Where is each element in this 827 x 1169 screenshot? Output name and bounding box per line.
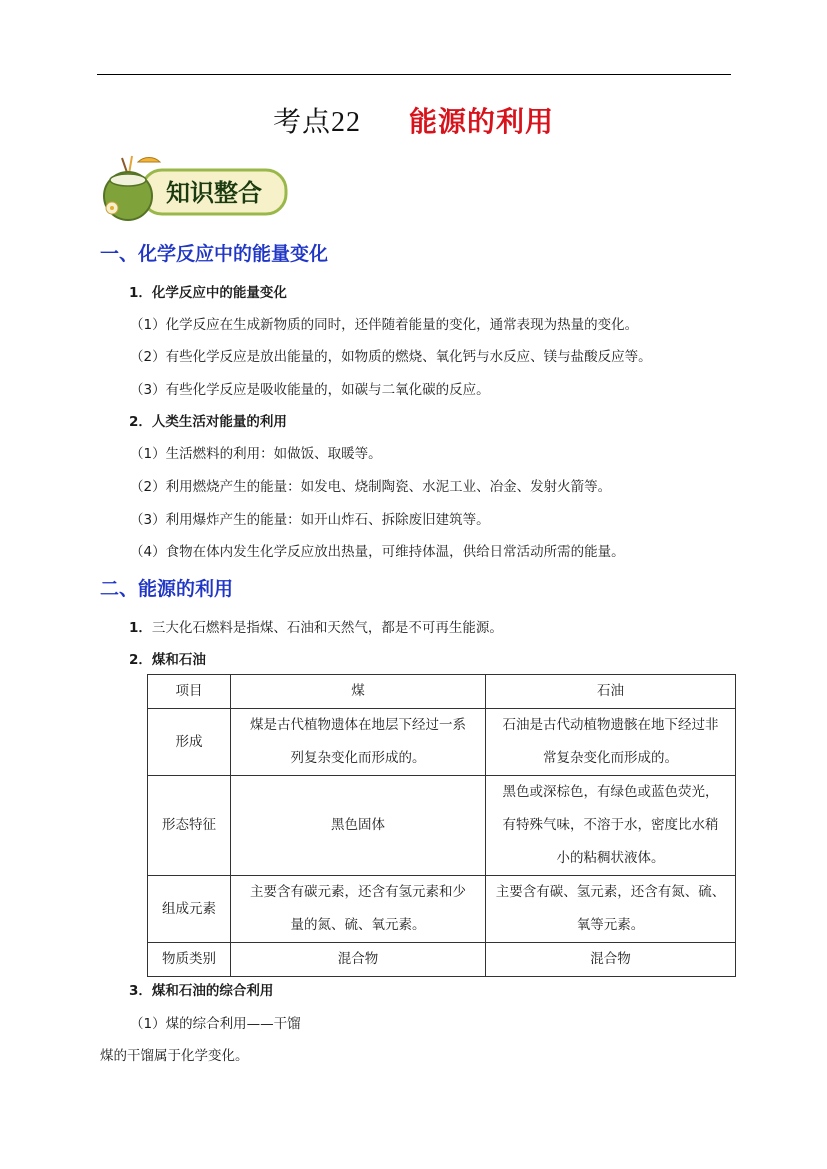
paragraph-fossil-fuels: 1．三大化石燃料是指煤、石油和天然气，都是不可再生能源。 [129,620,503,636]
title-number: 考点22 [272,107,361,138]
page-title [0,100,827,140]
table-cell: 形成 [148,709,231,776]
table-row [148,776,736,876]
table-cell: 石油是古代动植物遗骸在地下经过非 常复杂变化而形成的。 [486,709,736,776]
table-cell: 混合物 [486,943,736,977]
banner-label: 知识整合 [166,179,262,207]
table-cell: 物质类别 [148,943,231,977]
header-rule [97,74,731,75]
table-cell: 形态特征 [148,776,231,876]
table-cell: 煤是古代植物遗体在地层下经过一系 列复杂变化而形成的。 [231,709,486,776]
subheading-comprehensive-use: 3．煤和石油的综合利用 [129,983,274,999]
table-cell: 黑色或深棕色，有绿色或蓝色荧光， 有特殊气味，不溶于水，密度比水稍 小的粘稠状液体。 [486,776,736,876]
paragraph: 煤的干馏属于化学变化。 [100,1048,249,1064]
table-cell: 混合物 [231,943,486,977]
section1-heading: 一、化学反应中的能量变化 [100,243,329,265]
subheading-energy-change: 1．化学反应中的能量变化 [129,285,287,301]
paragraph: （4）食物在体内发生化学反应放出热量，可维持体温，供给日常活动所需的能量。 [130,544,625,560]
table-cell: 黑色固体 [231,776,486,876]
table-cell: 主要含有碳、氢元素，还含有氮、硫、 氧等元素。 [486,876,736,943]
table-cell: 主要含有碳元素，还含有氢元素和少 量的氮、硫、氧元素。 [231,876,486,943]
table-header-cell: 煤 [231,675,486,709]
knowledge-banner [98,150,290,222]
paragraph: （2）有些化学反应是放出能量的，如物质的燃烧、氧化钙与水反应、镁与盐酸反应等。 [130,349,652,365]
section2-heading: 二、能源的利用 [100,578,234,600]
table-header-cell: 石油 [486,675,736,709]
subheading-energy-use: 2．人类生活对能量的利用 [129,414,287,430]
paragraph: （3）有些化学反应是吸收能量的，如碳与二氧化碳的反应。 [130,382,490,398]
paragraph: （2）利用燃烧产生的能量：如发电、烧制陶瓷、水泥工业、冶金、发射火箭等。 [130,479,612,495]
table-header-row [148,675,736,709]
paragraph: （3）利用爆炸产生的能量：如开山炸石、拆除废旧建筑等。 [130,512,490,528]
table-row [148,943,736,977]
paragraph: （1）化学反应在生成新物质的同时，还伴随着能量的变化，通常表现为热量的变化。 [130,317,639,333]
coal-oil-table [147,674,736,977]
paragraph: （1）煤的综合利用——干馏 [130,1016,301,1032]
title-text: 能源的利用 [409,105,555,138]
subheading-coal-oil: 2．煤和石油 [129,652,206,668]
paragraph: （1）生活燃料的利用：如做饭、取暖等。 [130,446,382,462]
table-cell: 组成元素 [148,876,231,943]
table-row [148,876,736,943]
table-row [148,709,736,776]
table-header-cell: 项目 [148,675,231,709]
